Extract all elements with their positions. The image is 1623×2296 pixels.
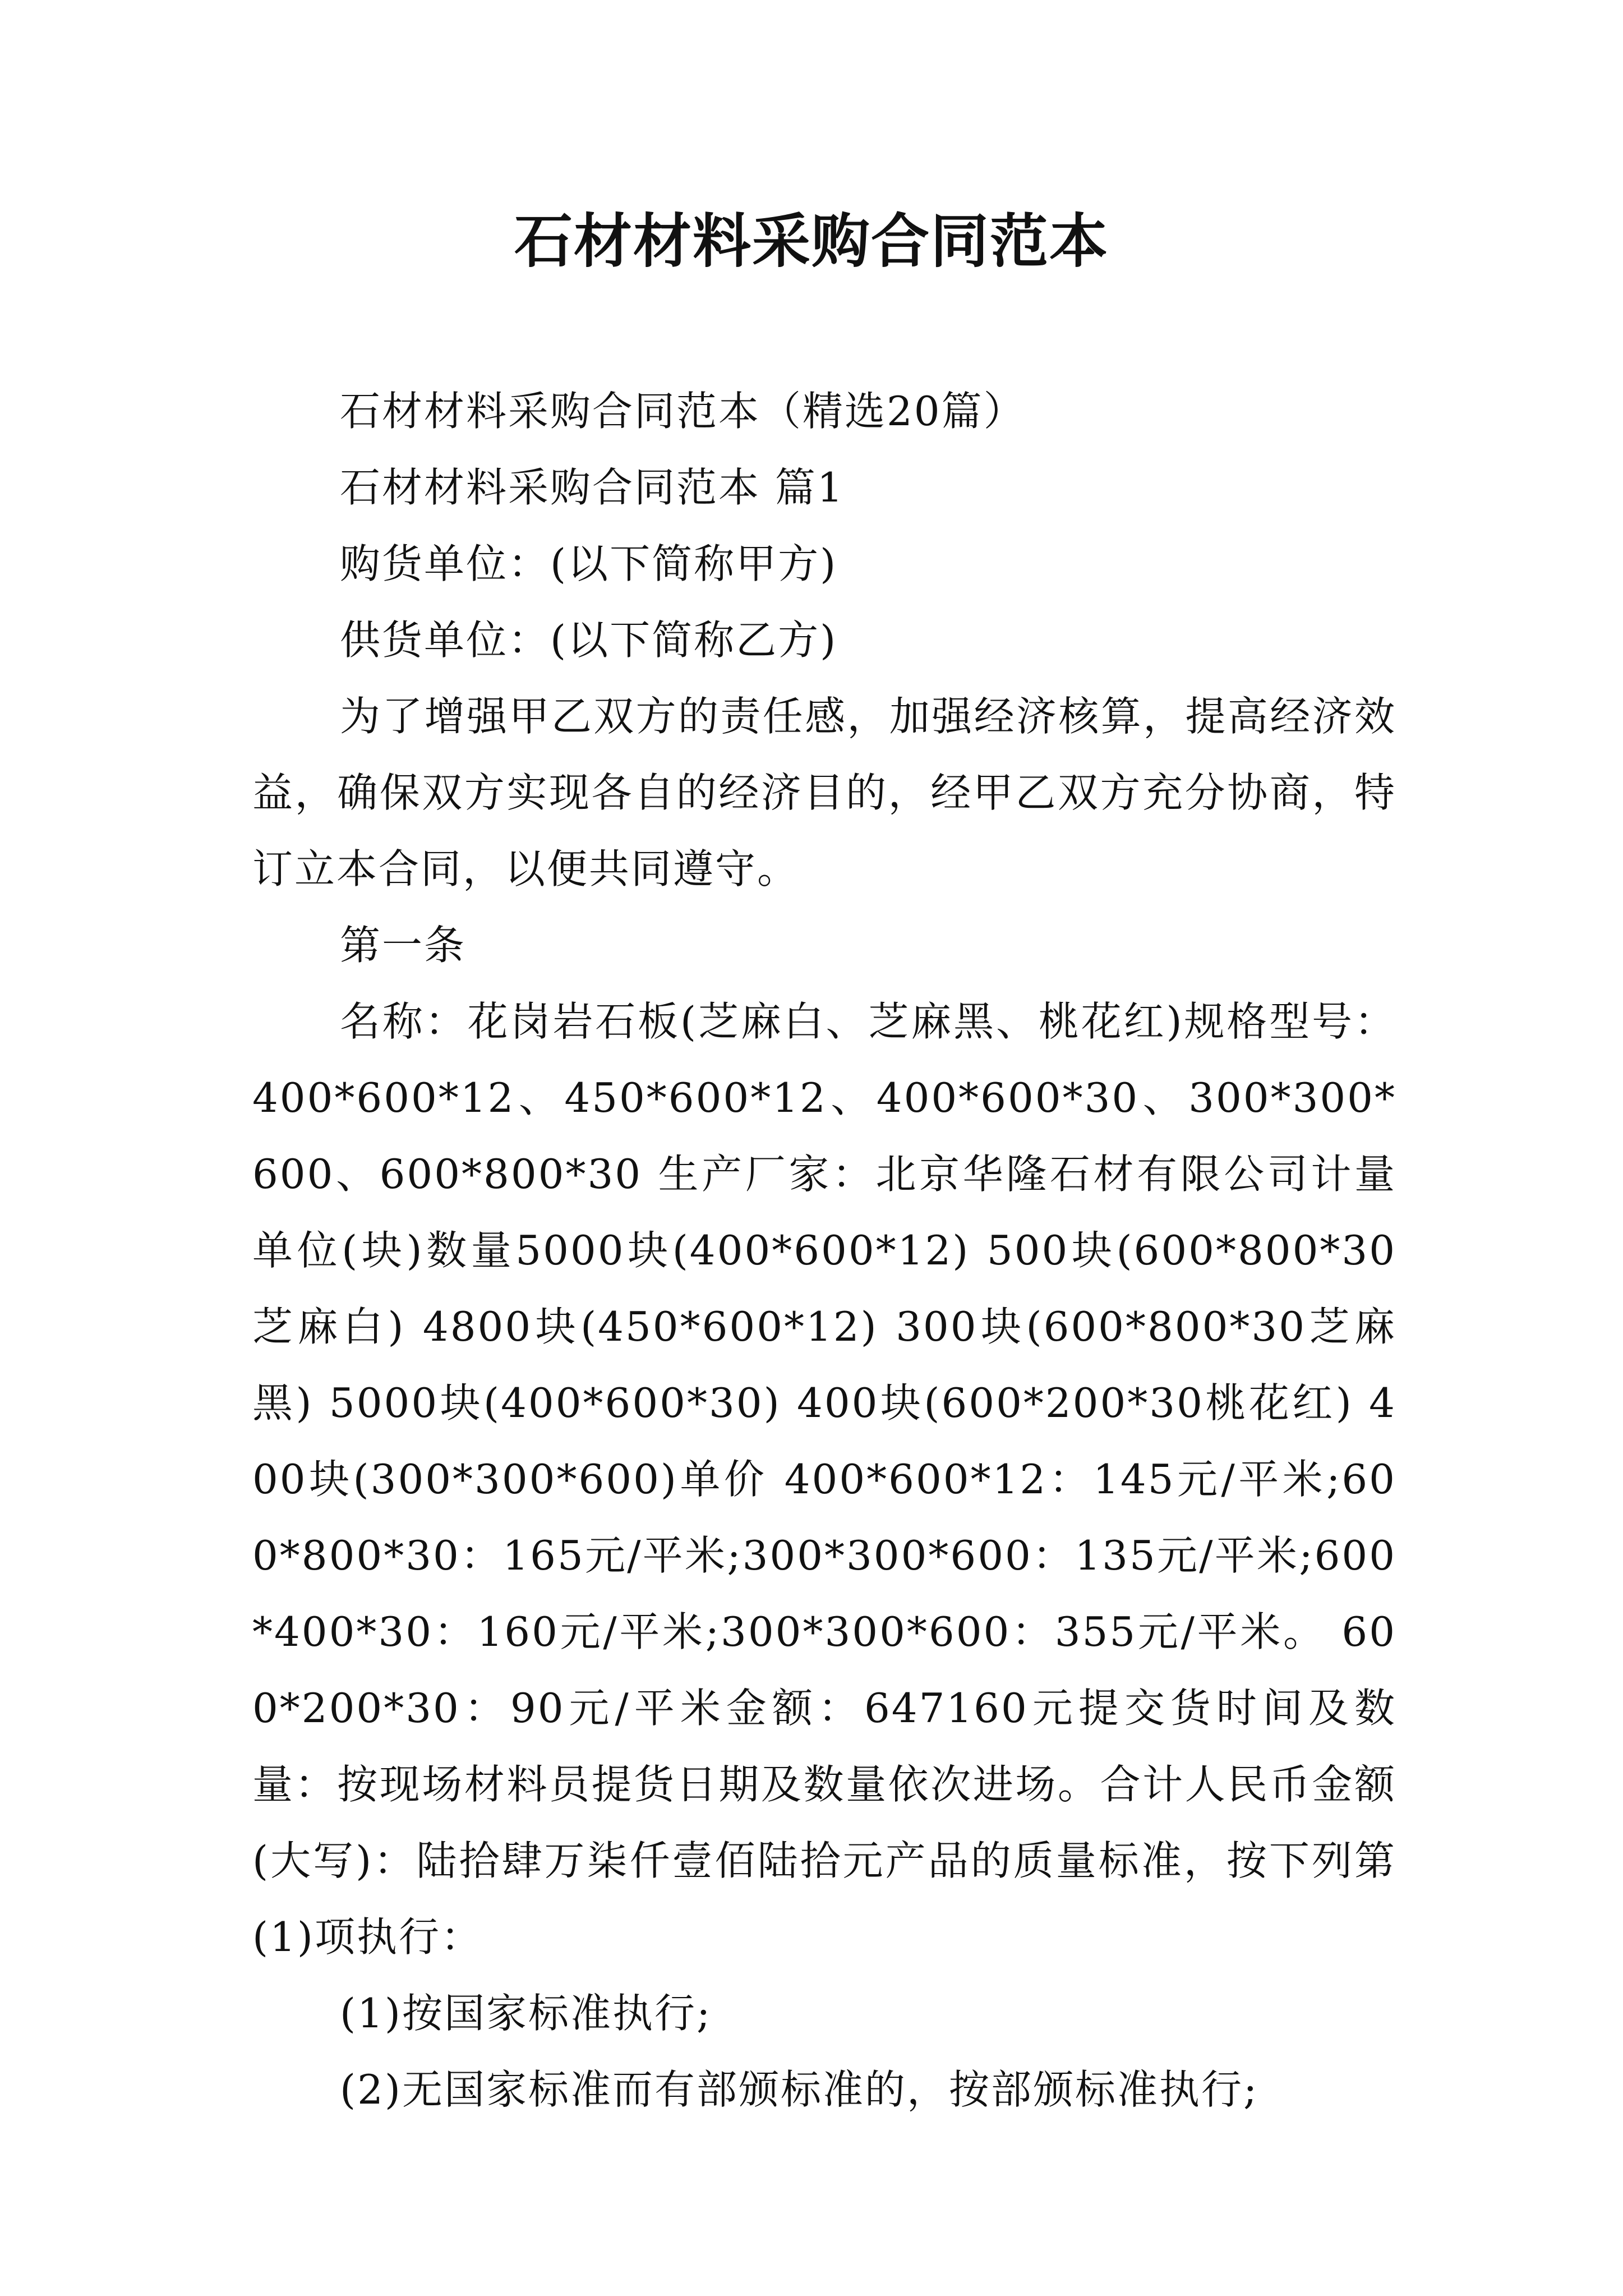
paragraph-section-heading: 石材材料采购合同范本 篇1 [340, 464, 845, 511]
paragraph-article-one: 第一条 [340, 922, 467, 969]
document-title: 石材材料采购合同范本 [514, 206, 1109, 275]
paragraph-subtitle: 石材材料采购合同范本（精选20篇） [340, 388, 1026, 435]
paragraph-supplier: 供货单位：(以下简称乙方) [340, 616, 838, 664]
paragraph-preamble: 为了增强甲乙双方的责任感，加强经济核算，提高经济效益，确保双方实现各自的经济目的，经甲乙双方充分协商，特订立本合同，以便共同遵守。 [252, 693, 1396, 892]
paragraph-product-details: 名称：花岗岩石板(芝麻白、芝麻黑、桃花红)规格型号：400*600*12、450*600*12、400*600*30、300*300*600、600*800*30 生产厂家：北京华隆石材有限公司计量单位(块)数量5000块(400*600*12) 500块(600*800*30芝麻白) 4800块(450*600*12) 300块(600*800*30芝麻黑) 5000块(400*600*30) 400块(600*200*30桃花红) 400块(300*300*600)单价 400*600*12：145元/平米;600*800*30：165元/平米;300*300*600：135元/平米;600*400*30：160元/平米;300*300*600：355元/平米。 600*200*30：90元/平米金额：647160元提交货时间及数量：按现场材料员提货日期及数量依次进场。合计人民币金额(大写)：陆拾肆万柒仟壹佰陆拾元产品的质量标准，按下列第(1)项执行： [252, 998, 1397, 1961]
paragraph-standard-1: (1)按国家标准执行; [340, 1990, 712, 2037]
document-body [252, 373, 1396, 2128]
paragraph-standard-2: (2)无国家标准而有部颁标准的，按部颁标准执行; [340, 2066, 1259, 2113]
paragraph-buyer: 购货单位：(以下简称甲方) [340, 540, 838, 587]
